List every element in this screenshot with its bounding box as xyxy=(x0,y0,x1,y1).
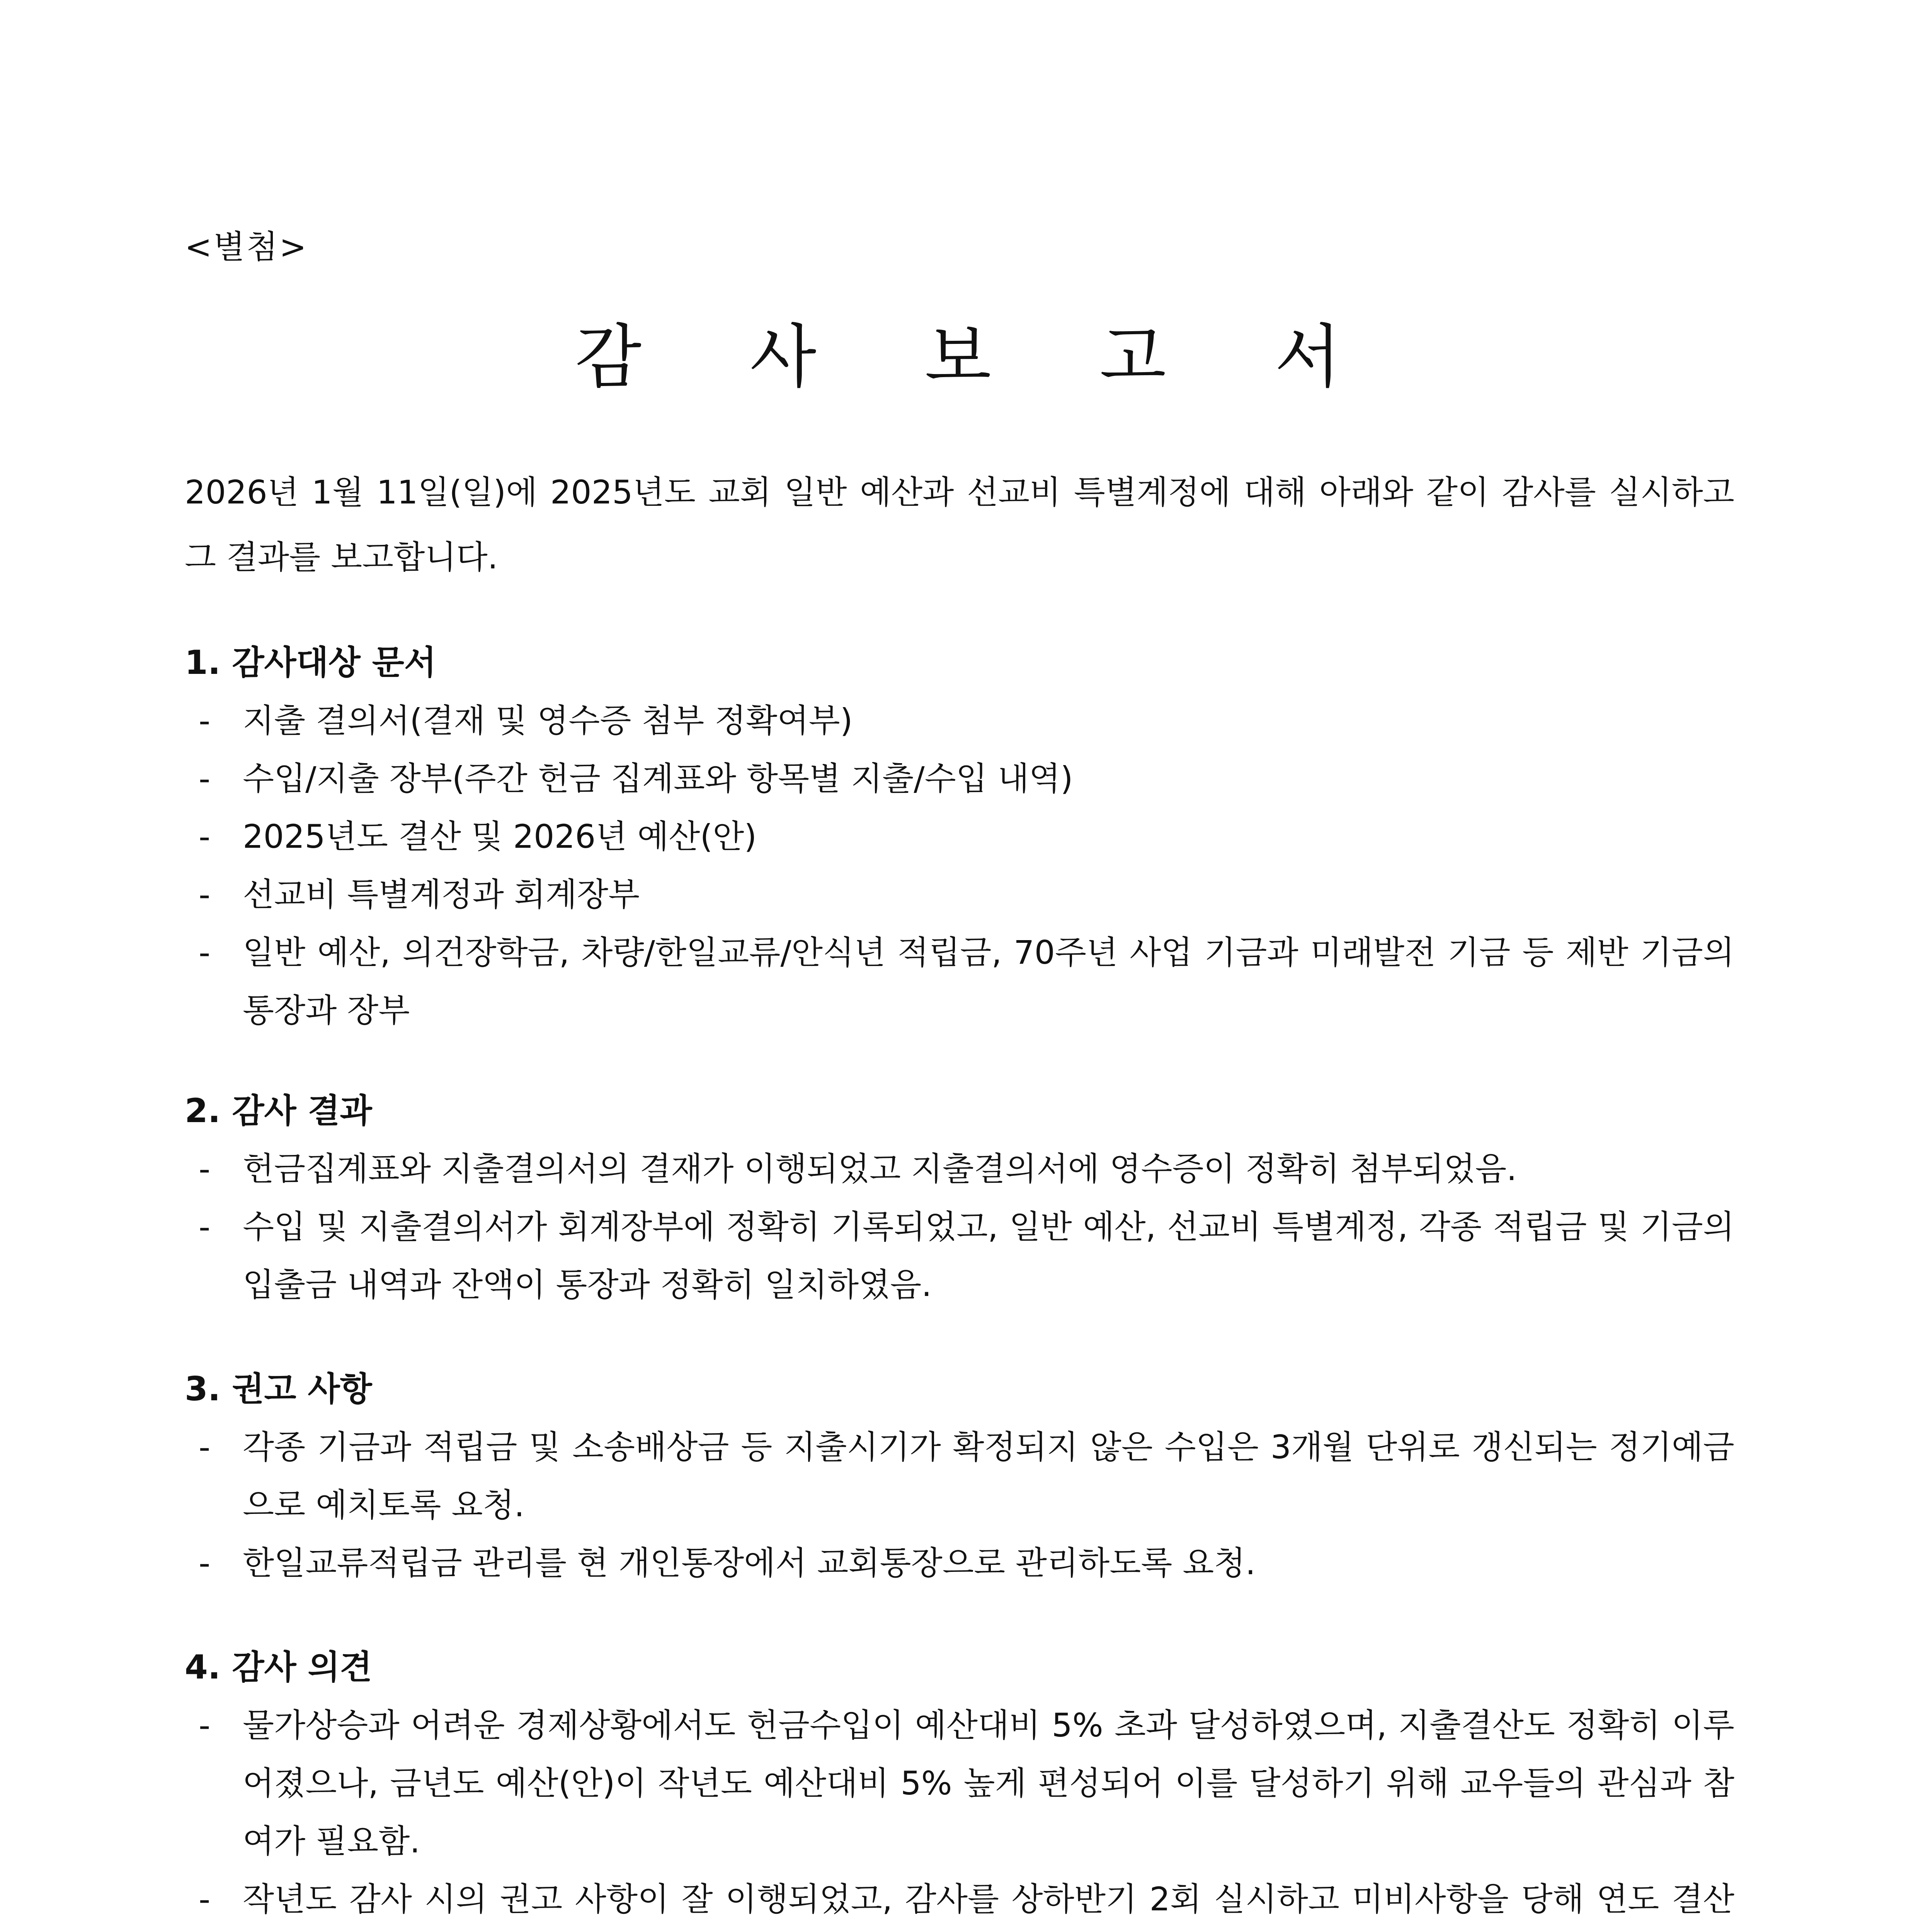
dash-marker: - xyxy=(199,1208,211,1246)
section-audit-results xyxy=(185,1082,1734,1314)
attachment-label: <별첨> xyxy=(185,228,308,266)
dash-marker: - xyxy=(199,1880,211,1918)
section-recommendations xyxy=(185,1360,1734,1592)
list-item xyxy=(185,1198,1734,1314)
item-text: 수입/지출 장부(주간 헌금 집계표와 항목별 지출/수입 내역) xyxy=(243,760,1073,798)
item-list xyxy=(185,1418,1734,1592)
section-heading: 1. 감사대상 문서 xyxy=(185,643,436,682)
item-text: 헌금집계표와 지출결의서의 결재가 이행되었고 지출결의서에 영수증이 정확히 첨부되었음. xyxy=(243,1150,1517,1188)
list-item xyxy=(185,808,1734,866)
item-text: 선교비 특별계정과 회계장부 xyxy=(243,876,640,913)
item-text: 지출 결의서(결재 및 영수증 첨부 정확여부) xyxy=(243,702,853,740)
list-item xyxy=(185,692,1734,750)
dash-marker: - xyxy=(199,760,211,798)
dash-marker: - xyxy=(199,702,211,740)
section-audit-opinion xyxy=(185,1638,1734,1932)
item-text: 수입 및 지출결의서가 회계장부에 정확히 기록되었고, 일반 예산, 선교비 특별계정, 각종 적립금 및 기금의 입출금 내역과 잔액이 통장과 정확히 일치하였음. xyxy=(243,1208,1734,1304)
dash-marker: - xyxy=(199,818,211,855)
list-item xyxy=(185,1418,1734,1534)
list-item xyxy=(185,1696,1734,1870)
item-text: 각종 기금과 적립금 및 소송배상금 등 지출시기가 확정되지 않은 수입은 3개월 단위로 갱신되는 정기예금으로 예치토록 요청. xyxy=(243,1428,1734,1524)
dash-marker: - xyxy=(199,1706,211,1744)
dash-marker: - xyxy=(199,1150,211,1188)
item-text: 한일교류적립금 관리를 현 개인통장에서 교회통장으로 관리하도록 요청. xyxy=(243,1544,1256,1582)
dash-marker: - xyxy=(199,1544,211,1582)
section-audit-documents xyxy=(185,634,1734,1039)
item-text: 작년도 감사 시의 권고 사항이 잘 이행되었고, 감사를 상하반기 2회 실시하고 미비사항을 당해 연도 결산 xyxy=(243,1880,1734,1918)
dash-marker: - xyxy=(199,1428,211,1466)
list-item xyxy=(185,866,1734,923)
item-list xyxy=(185,1696,1734,1932)
list-item xyxy=(185,750,1734,808)
dash-marker: - xyxy=(199,876,211,913)
item-text: 2025년도 결산 및 2026년 예산(안) xyxy=(243,818,757,855)
dash-marker: - xyxy=(199,934,211,971)
item-text: 물가상승과 어려운 경제상황에서도 헌금수입이 예산대비 5% 초과 달성하였으며, 지출결산도 정확히 이루어졌으나, 금년도 예산(안)이 작년도 예산대비 5% 높게 편성되어 이를 달성하기 위해 교우들의 관심과 참여가 필요함. xyxy=(243,1706,1734,1860)
intro-paragraph: 2026년 1월 11일(일)에 2025년도 교회 일반 예산과 선교비 특별계정에 대해 아래와 같이 감사를 실시하고 그 결과를 보고합니다. xyxy=(185,473,1734,576)
list-item xyxy=(185,1534,1734,1592)
list-item xyxy=(185,923,1734,1039)
item-list xyxy=(185,692,1734,1039)
item-list xyxy=(185,1140,1734,1314)
list-item xyxy=(185,1140,1734,1198)
item-text: 일반 예산, 의건장학금, 차량/한일교류/안식년 적립금, 70주년 사업 기금과 미래발전 기금 등 제반 기금의 통장과 장부 xyxy=(243,934,1734,1029)
list-item xyxy=(185,1870,1734,1932)
section-heading: 2. 감사 결과 xyxy=(185,1092,372,1130)
section-heading: 4. 감사 의견 xyxy=(185,1648,372,1687)
document-title: 감 사 보 고 서 xyxy=(575,317,1385,397)
section-heading: 3. 권고 사항 xyxy=(185,1370,372,1408)
